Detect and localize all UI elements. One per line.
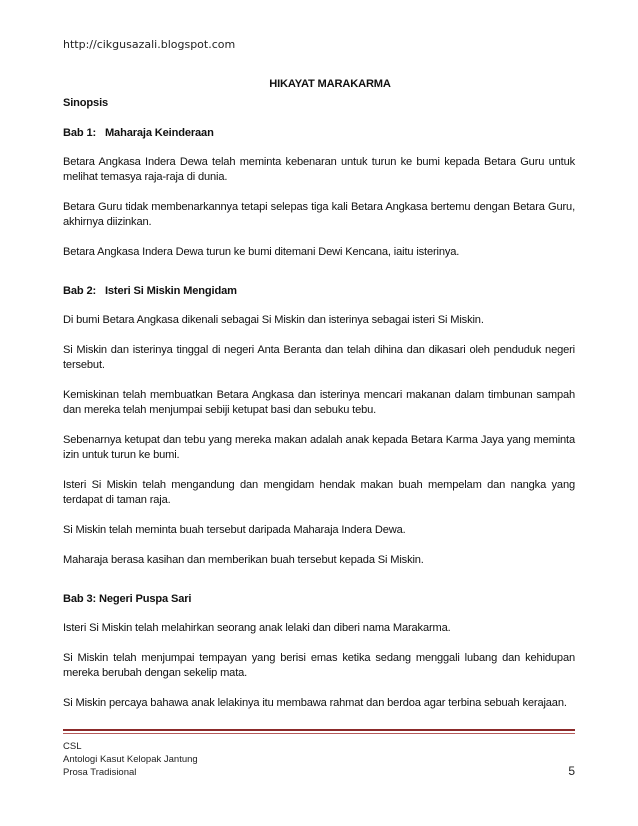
paragraph: Isteri Si Miskin telah mengandung dan mengidam hendak makan buah mempelam dan nangka yang terdapat di taman raja.: [63, 479, 575, 506]
paragraph: Si Miskin telah menjumpai tempayan yang berisi emas ketika sedang menggali lubang dan kehidupan mereka berubah dengan sekelip mata.: [63, 652, 575, 679]
footer: [63, 740, 575, 779]
chapter-name: Maharaja Keinderaan: [104, 127, 214, 139]
chapter-label: Bab 1:: [63, 127, 97, 139]
paragraph: Di bumi Betara Angkasa dikenali sebagai Si Miskin dan isterinya sebagai isteri Si Miskin.: [63, 314, 484, 326]
paragraph: Si Miskin telah meminta buah tersebut daripada Maharaja Indera Dewa.: [63, 524, 406, 536]
document-body: [63, 77, 575, 726]
paragraph: Isteri Si Miskin telah melahirkan seorang anak lelaki dan diberi nama Marakarma.: [63, 622, 451, 634]
chapter-name: Negeri Puspa Sari: [98, 593, 192, 605]
chapter-heading-1: [63, 126, 575, 141]
chapter-label: Bab 3:: [63, 593, 97, 605]
paragraph: Betara Angkasa Indera Dewa turun ke bumi ditemani Dewi Kencana, iaitu isterinya.: [63, 246, 460, 258]
footer-line-1: CSL: [63, 741, 82, 752]
footer-divider-thin: [63, 733, 575, 734]
paragraph: Betara Angkasa Indera Dewa telah meminta kebenaran untuk turun ke bumi kepada Betara Guru untuk melihat temasya raja-raja di dunia.: [63, 156, 575, 183]
footer-line-3: Prosa Tradisional: [63, 767, 137, 778]
chapter-name: Isteri Si Miskin Mengidam: [104, 285, 237, 297]
document-title: HIKAYAT MARAKARMA: [269, 78, 391, 90]
paragraph: Betara Guru tidak membenarkannya tetapi selepas tiga kali Betara Angkasa bertemu dengan Betara Guru, akhirnya diizinkan.: [63, 201, 575, 228]
chapter-heading-2: [63, 284, 575, 299]
paragraph: Si Miskin percaya bahawa anak lelakinya itu membawa rahmat dan berdoa agar terbina sebuah kerajaan.: [63, 697, 567, 709]
sinopsis-heading: Sinopsis: [63, 97, 109, 109]
paragraph: Kemiskinan telah membuatkan Betara Angkasa dan isterinya mencari makanan dalam timbunan sampah dan mereka telah menjumpai sebiji ketupat basi dan sebuku tebu.: [63, 389, 575, 416]
chapter-label: Bab 2:: [63, 285, 97, 297]
paragraph: Maharaja berasa kasihan dan memberikan buah tersebut kepada Si Miskin.: [63, 554, 424, 566]
footer-divider: [63, 729, 575, 731]
footer-line-2: Antologi Kasut Kelopak Jantung: [63, 754, 198, 765]
page-number: 5: [568, 764, 575, 778]
chapter-heading-3: [63, 592, 575, 607]
header-url: http://cikgusazali.blogspot.com: [63, 38, 236, 51]
paragraph: Sebenarnya ketupat dan tebu yang mereka makan adalah anak kepada Betara Karma Jaya yang meminta izin untuk turun ke bumi.: [63, 434, 575, 461]
paragraph: Si Miskin dan isterinya tinggal di negeri Anta Beranta dan telah dihina dan dikasari oleh penduduk negeri tersebut.: [63, 344, 575, 371]
